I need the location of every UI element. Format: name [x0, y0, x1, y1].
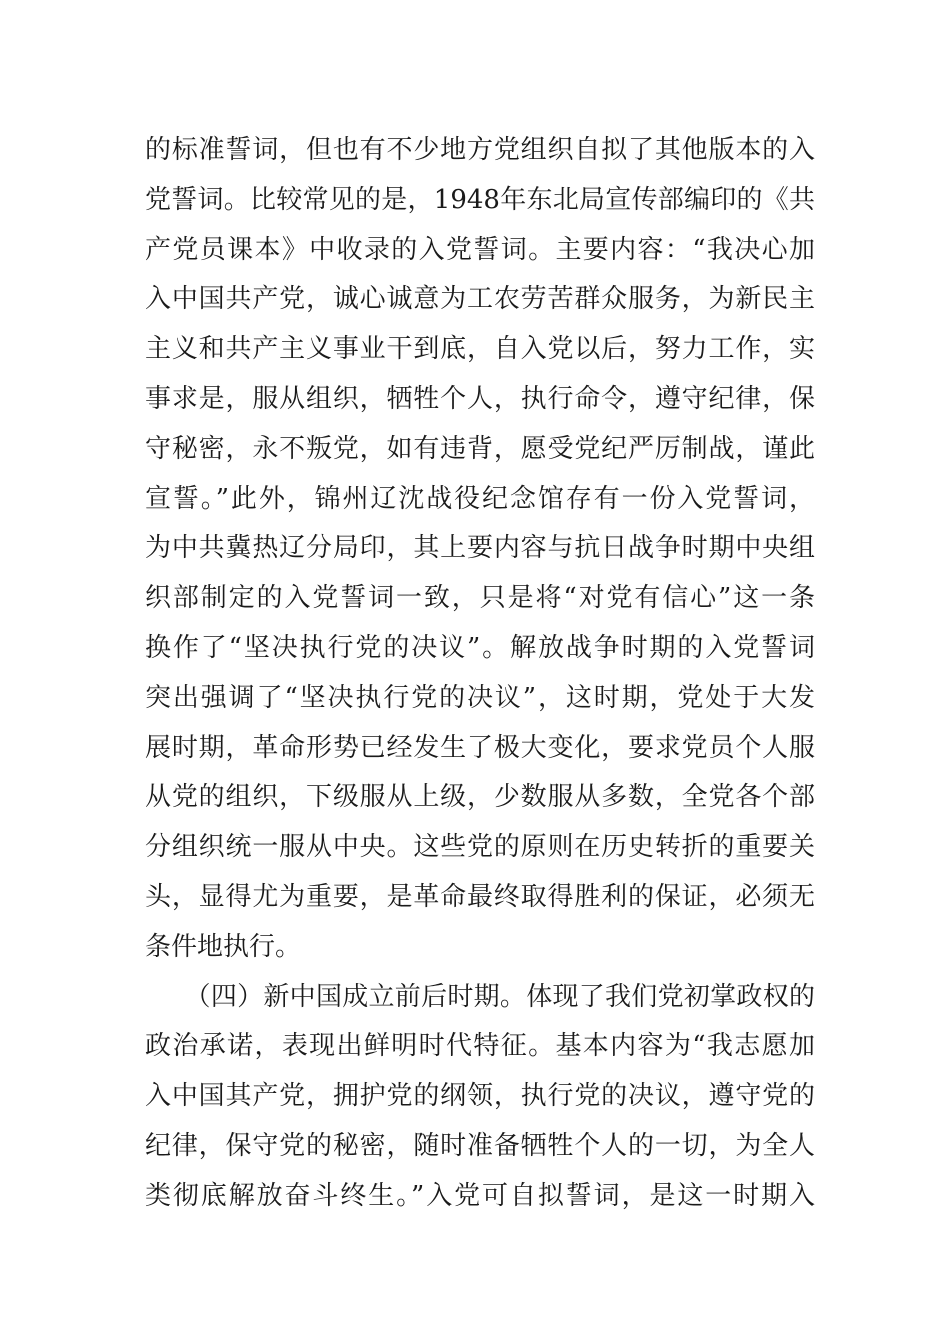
text-line-6: 事求是，服从组织，牺牲个人，执行命令，遵守纪律，保 [145, 383, 815, 414]
text-line-4: 入中国共产党，诚心诚意为工农劳苦群众服务，为新民主 [145, 284, 815, 315]
text-line-18: （四）新中国成立前后时期。体现了我们党初掌政权的 [145, 981, 815, 1012]
text-line-11: 换作了“坚决执行党的决议”。解放战争时期的入党誓词 [145, 632, 815, 663]
text-line-5: 主义和共产主义事业干到底，自入党以后，努力工作，实 [145, 334, 815, 365]
text-line-7: 守秘密，永不叛党，如有违背，愿受党纪严厉制战，谨此 [145, 433, 815, 464]
text-line-21: 纪律，保守党的秘密，随时准备牺牲个人的一切，为全人 [145, 1130, 815, 1161]
text-line-1: 的标准誓词，但也有不少地方党组织自拟了其他版本的入 [145, 135, 815, 165]
text-line-2: 党誓词。比较常见的是，1948年东北局宣传部编印的《共 [145, 184, 815, 215]
text-line-14: 从党的组织，下级服从上级，少数服从多数，全党各个部 [145, 782, 815, 813]
text-line-12: 突出强调了“坚决执行党的决议”，这时期，党处于大发 [145, 682, 815, 713]
text-line-3: 产党员课本》中收录的入党誓词。主要内容：“我决心加 [145, 234, 815, 265]
text-line-9: 为中共冀热辽分局印，其上要内容与抗日战争时期中央组 [145, 533, 815, 564]
text-line-17: 条件地执行。 [145, 931, 302, 962]
text-line-10: 织部制定的入党誓词一致，只是将“对党有信心”这一条 [145, 583, 815, 614]
text-line-8: 宣誓。”此外，锦州辽沈战役纪念馆存有一份入党誓词， [145, 483, 815, 514]
text-line-15: 分组织统一服从中央。这些党的原则在历史转折的重要关 [145, 832, 815, 863]
text-line-13: 展时期，革命形势已经发生了极大变化，要求党员个人服 [145, 732, 815, 763]
text-line-20: 入中国其产党，拥护党的纲领，执行党的决议，遵守党的 [145, 1081, 815, 1112]
text-line-19: 政治承诺，表现出鲜明时代特征。基本内容为“我志愿加 [145, 1031, 815, 1062]
text-line-22: 类彻底解放奋斗终生。”入党可自拟誓词，是这一时期入 [145, 1180, 815, 1211]
text-line-16: 头，显得尤为重要，是革命最终取得胜利的保证，必须无 [145, 881, 815, 912]
body-text [145, 126, 815, 1222]
